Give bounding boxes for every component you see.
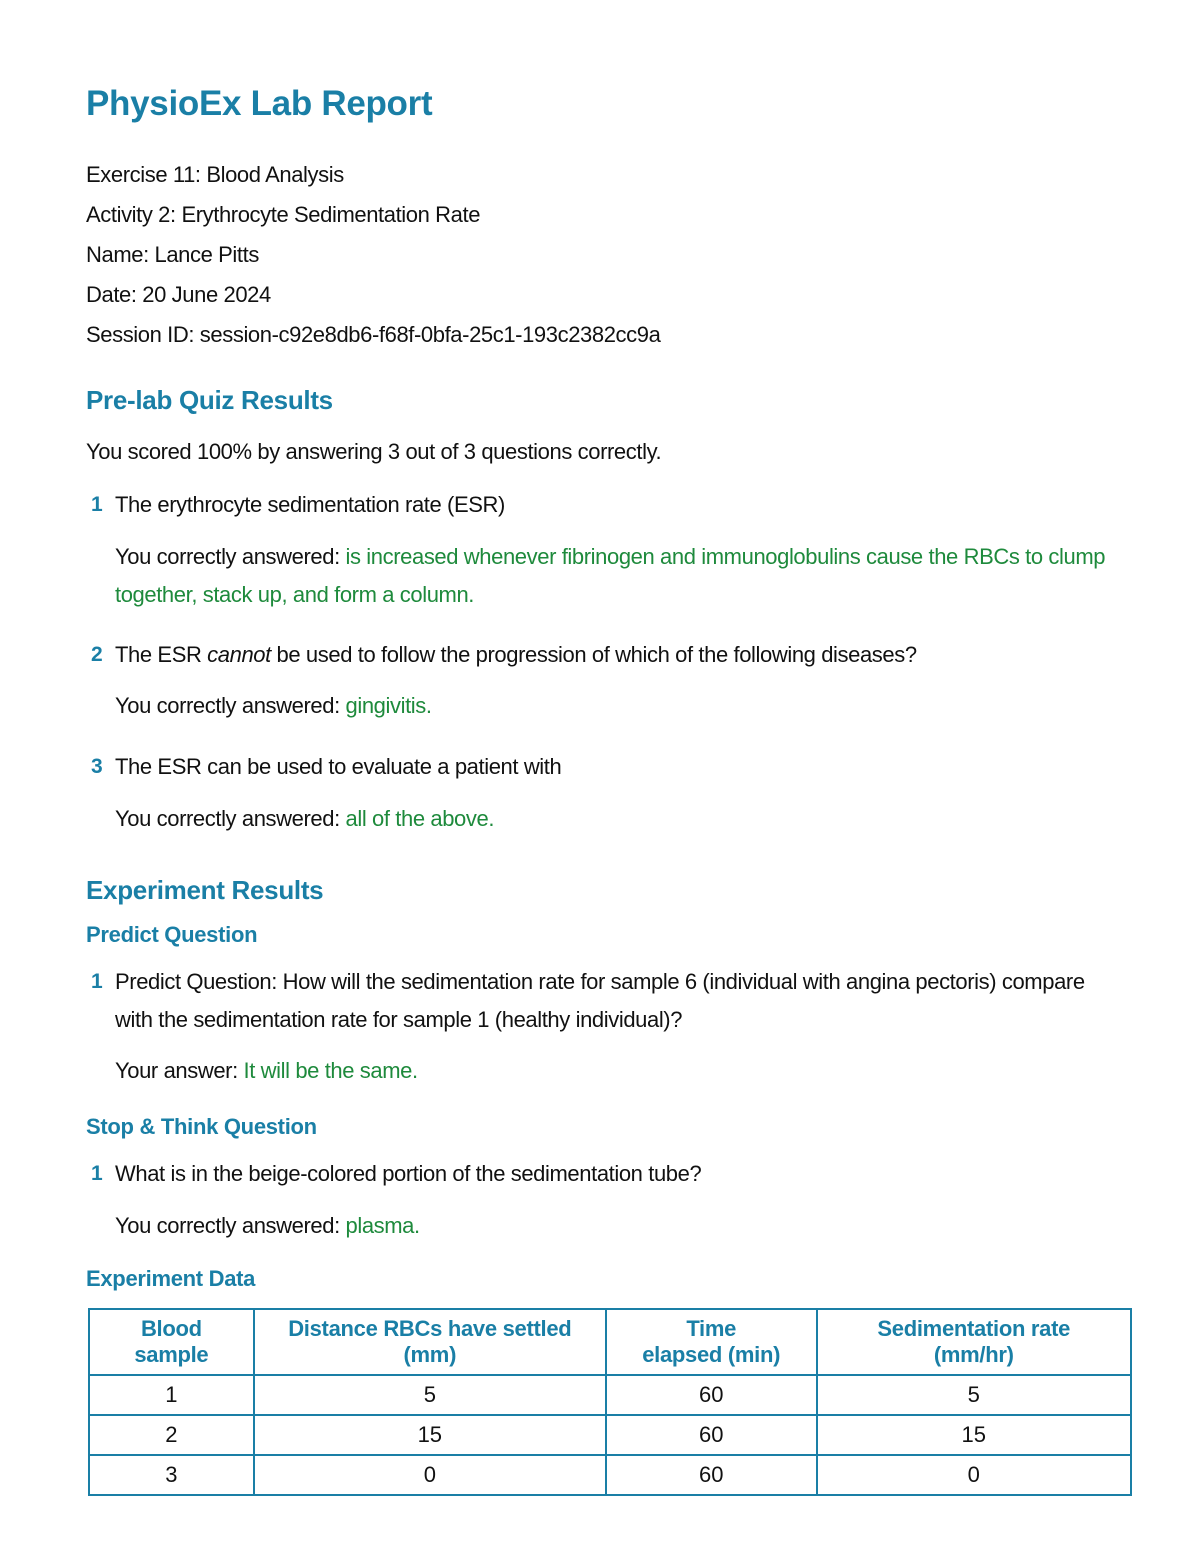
cell-blood-sample: 2	[89, 1415, 254, 1455]
stop-think-heading: Stop & Think Question	[86, 1114, 317, 1139]
answer-value: It will be the same.	[243, 1058, 418, 1083]
session-id-line: Session ID: session-c92e8db6-f68f-0bfa-25c1-193c2382cc9a	[86, 322, 661, 347]
cell-time: 60	[606, 1415, 817, 1455]
stop-think-question-text: What is in the beige-colored portion of the sedimentation tube?	[115, 1161, 702, 1186]
cell-time: 60	[606, 1455, 817, 1495]
cell-blood-sample: 3	[89, 1455, 254, 1495]
cell-distance: 5	[254, 1375, 606, 1415]
question-answer	[115, 800, 1125, 838]
experiment-data-heading: Experiment Data	[86, 1266, 256, 1291]
name-line: Name: Lance Pitts	[86, 242, 259, 267]
experiment-heading: Experiment Results	[86, 875, 324, 905]
question-text-start: The ESR	[115, 642, 208, 667]
header-sedimentation-rate: Sedimentation rate (mm/hr)	[817, 1309, 1132, 1375]
predict-question-text: Predict Question: How will the sedimentation rate for sample 6 (individual with angina pectoris) compare with the sedimentation rate for sample 1 (healthy individual)?	[115, 969, 1085, 1032]
answer-label: You correctly answered:	[115, 1213, 340, 1238]
question-text-emphasis: cannot	[207, 642, 271, 667]
question-answer	[115, 687, 1125, 725]
cell-blood-sample: 1	[89, 1375, 254, 1415]
question-text	[115, 636, 1115, 674]
question-text: The ESR can be used to evaluate a patient with	[115, 754, 562, 779]
question-number: 1	[91, 970, 103, 993]
answer-label: You correctly answered:	[115, 806, 340, 831]
cell-distance: 15	[254, 1415, 606, 1455]
question-number: 1	[91, 493, 103, 516]
cell-rate: 15	[817, 1415, 1132, 1455]
table-row	[89, 1455, 1131, 1495]
date-line: Date: 20 June 2024	[86, 282, 271, 307]
question-number: 3	[91, 755, 103, 778]
question-number: 2	[91, 643, 103, 666]
experiment-data-table	[88, 1308, 1132, 1496]
prelab-score: You scored 100% by answering 3 out of 3 questions correctly.	[86, 439, 662, 464]
table-header-row	[89, 1309, 1131, 1375]
exercise-line: Exercise 11: Blood Analysis	[86, 162, 344, 187]
question-text-end: be used to follow the progression of which of the following diseases?	[270, 642, 917, 667]
prelab-heading: Pre-lab Quiz Results	[86, 385, 333, 415]
question-text: The erythrocyte sedimentation rate (ESR)	[115, 492, 505, 517]
answer-label: Your answer:	[115, 1058, 238, 1083]
cell-distance: 0	[254, 1455, 606, 1495]
table-row	[89, 1375, 1131, 1415]
answer-label: You correctly answered:	[115, 693, 340, 718]
table-row	[89, 1415, 1131, 1455]
answer-value: all of the above.	[345, 806, 495, 831]
header-time-elapsed: Time elapsed (min)	[606, 1309, 817, 1375]
activity-line: Activity 2: Erythrocyte Sedimentation Rate	[86, 202, 481, 227]
answer-value: plasma.	[345, 1213, 420, 1238]
predict-heading: Predict Question	[86, 922, 258, 947]
cell-rate: 5	[817, 1375, 1132, 1415]
cell-time: 60	[606, 1375, 817, 1415]
cell-rate: 0	[817, 1455, 1132, 1495]
question-number: 1	[91, 1162, 103, 1185]
question-answer	[115, 538, 1125, 614]
report-title: PhysioEx Lab Report	[86, 84, 433, 123]
predict-answer	[115, 1052, 1125, 1090]
header-blood-sample: Blood sample	[89, 1309, 254, 1375]
stop-think-answer	[115, 1207, 1125, 1245]
answer-value: is increased whenever fibrinogen and immunoglobulins cause the RBCs to clump together, stack up, and form a column.	[115, 544, 1106, 607]
answer-value: gingivitis.	[345, 693, 432, 718]
header-distance-settled: Distance RBCs have settled (mm)	[254, 1309, 606, 1375]
answer-label: You correctly answered:	[115, 544, 340, 569]
